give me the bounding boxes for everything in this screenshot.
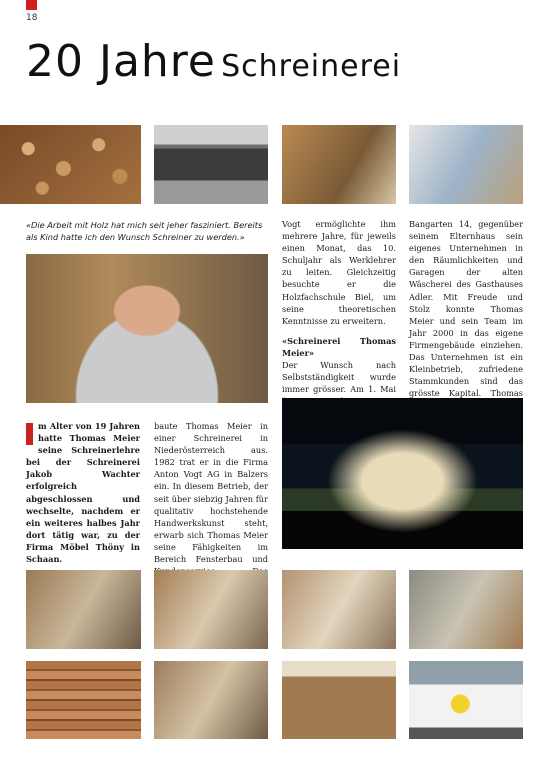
- page-title: [26, 36, 402, 87]
- title-main: 20 Jahre: [26, 36, 216, 87]
- dropcap-marker: [26, 423, 33, 445]
- photo-old-garages: [154, 125, 268, 204]
- photo-worker-machine: [154, 570, 268, 649]
- photo-company-van: [409, 661, 523, 739]
- section-heading: «Schreinerei Thomas Meier»: [282, 335, 396, 358]
- photo-worker-planer: [26, 570, 141, 649]
- page-accent-tab: [26, 0, 37, 10]
- photo-worker-saw: [282, 570, 396, 649]
- pull-quote: «Die Arbeit mit Holz hat mich seit jeher fasziniert. Bereits als Kind hatte ich den Wunsch Schreiner zu werden.»: [26, 220, 263, 242]
- photo-log-pile: [0, 125, 141, 204]
- paragraph: baute Thomas Meier in einer Schreinerei in Niederösterreich aus. 1982 trat er in die Firma Anton Vogt AG in Balzers ein. In diesem Betrieb, der seit über siebzig Jahren für qualitativ hochstehende Handwerkskunst steht, erwarb sich Thomas Meier seine Fähigkeiten im Bereich Fensterbau und: [154, 421, 268, 565]
- photo-craftsman-workshop: [282, 125, 396, 204]
- photo-workshop-hall: [282, 661, 396, 739]
- lead-paragraph: m Alter von 19 Jahren hatte Thomas Meier seine Schreinerlehre bei der Schreinerei Jakob Wachter erfolgreich abgeschlossen und wechselte, nachdem er ein weiteres halbes Jahr dort tätig war, zu der Firma Möbel Thöny in Schaan.: [26, 421, 140, 565]
- paragraph: Bangarten 14, gegenüber seinem Elternhaus sein eigenes Unternehmen in den Räumlichkeiten und Garagen der alten Wäscherei des Gasthauses Adler. Mit Freude und Stolz konnte Thomas Meier und sein Team im Jahr 2000 in das eigene Firmengebäude einziehen. Das Unternehmen ist ein Kleinbetrieb, zufriedene Stammkunden sind das grösste Kapital. Thomas: [409, 219, 523, 399]
- photo-wood-planks: [26, 661, 141, 739]
- paragraph: Vogt ermöglichte ihm mehrere Jahre, für jeweils einen Monat, das 10. Schuljahr als Werklehrer zu leiten. Gleichzeitig besuchte er die Holzfachschule Biel, um seine theoretischen Kenntnisse zu erweitern.: [282, 219, 396, 326]
- page-number: 18: [26, 13, 38, 23]
- photo-worker-bench: [154, 661, 268, 739]
- title-sub: Schreinerei: [221, 49, 402, 84]
- photo-thomas-meier-portrait: [26, 254, 268, 403]
- paragraph: Der Wunsch nach Selbstständigkeit wurde immer grösser. Am 1. Mai: [282, 360, 396, 395]
- photo-worker-drill: [409, 570, 523, 649]
- photo-office-woman: [409, 125, 523, 204]
- photo-night-stage-model: [282, 398, 523, 549]
